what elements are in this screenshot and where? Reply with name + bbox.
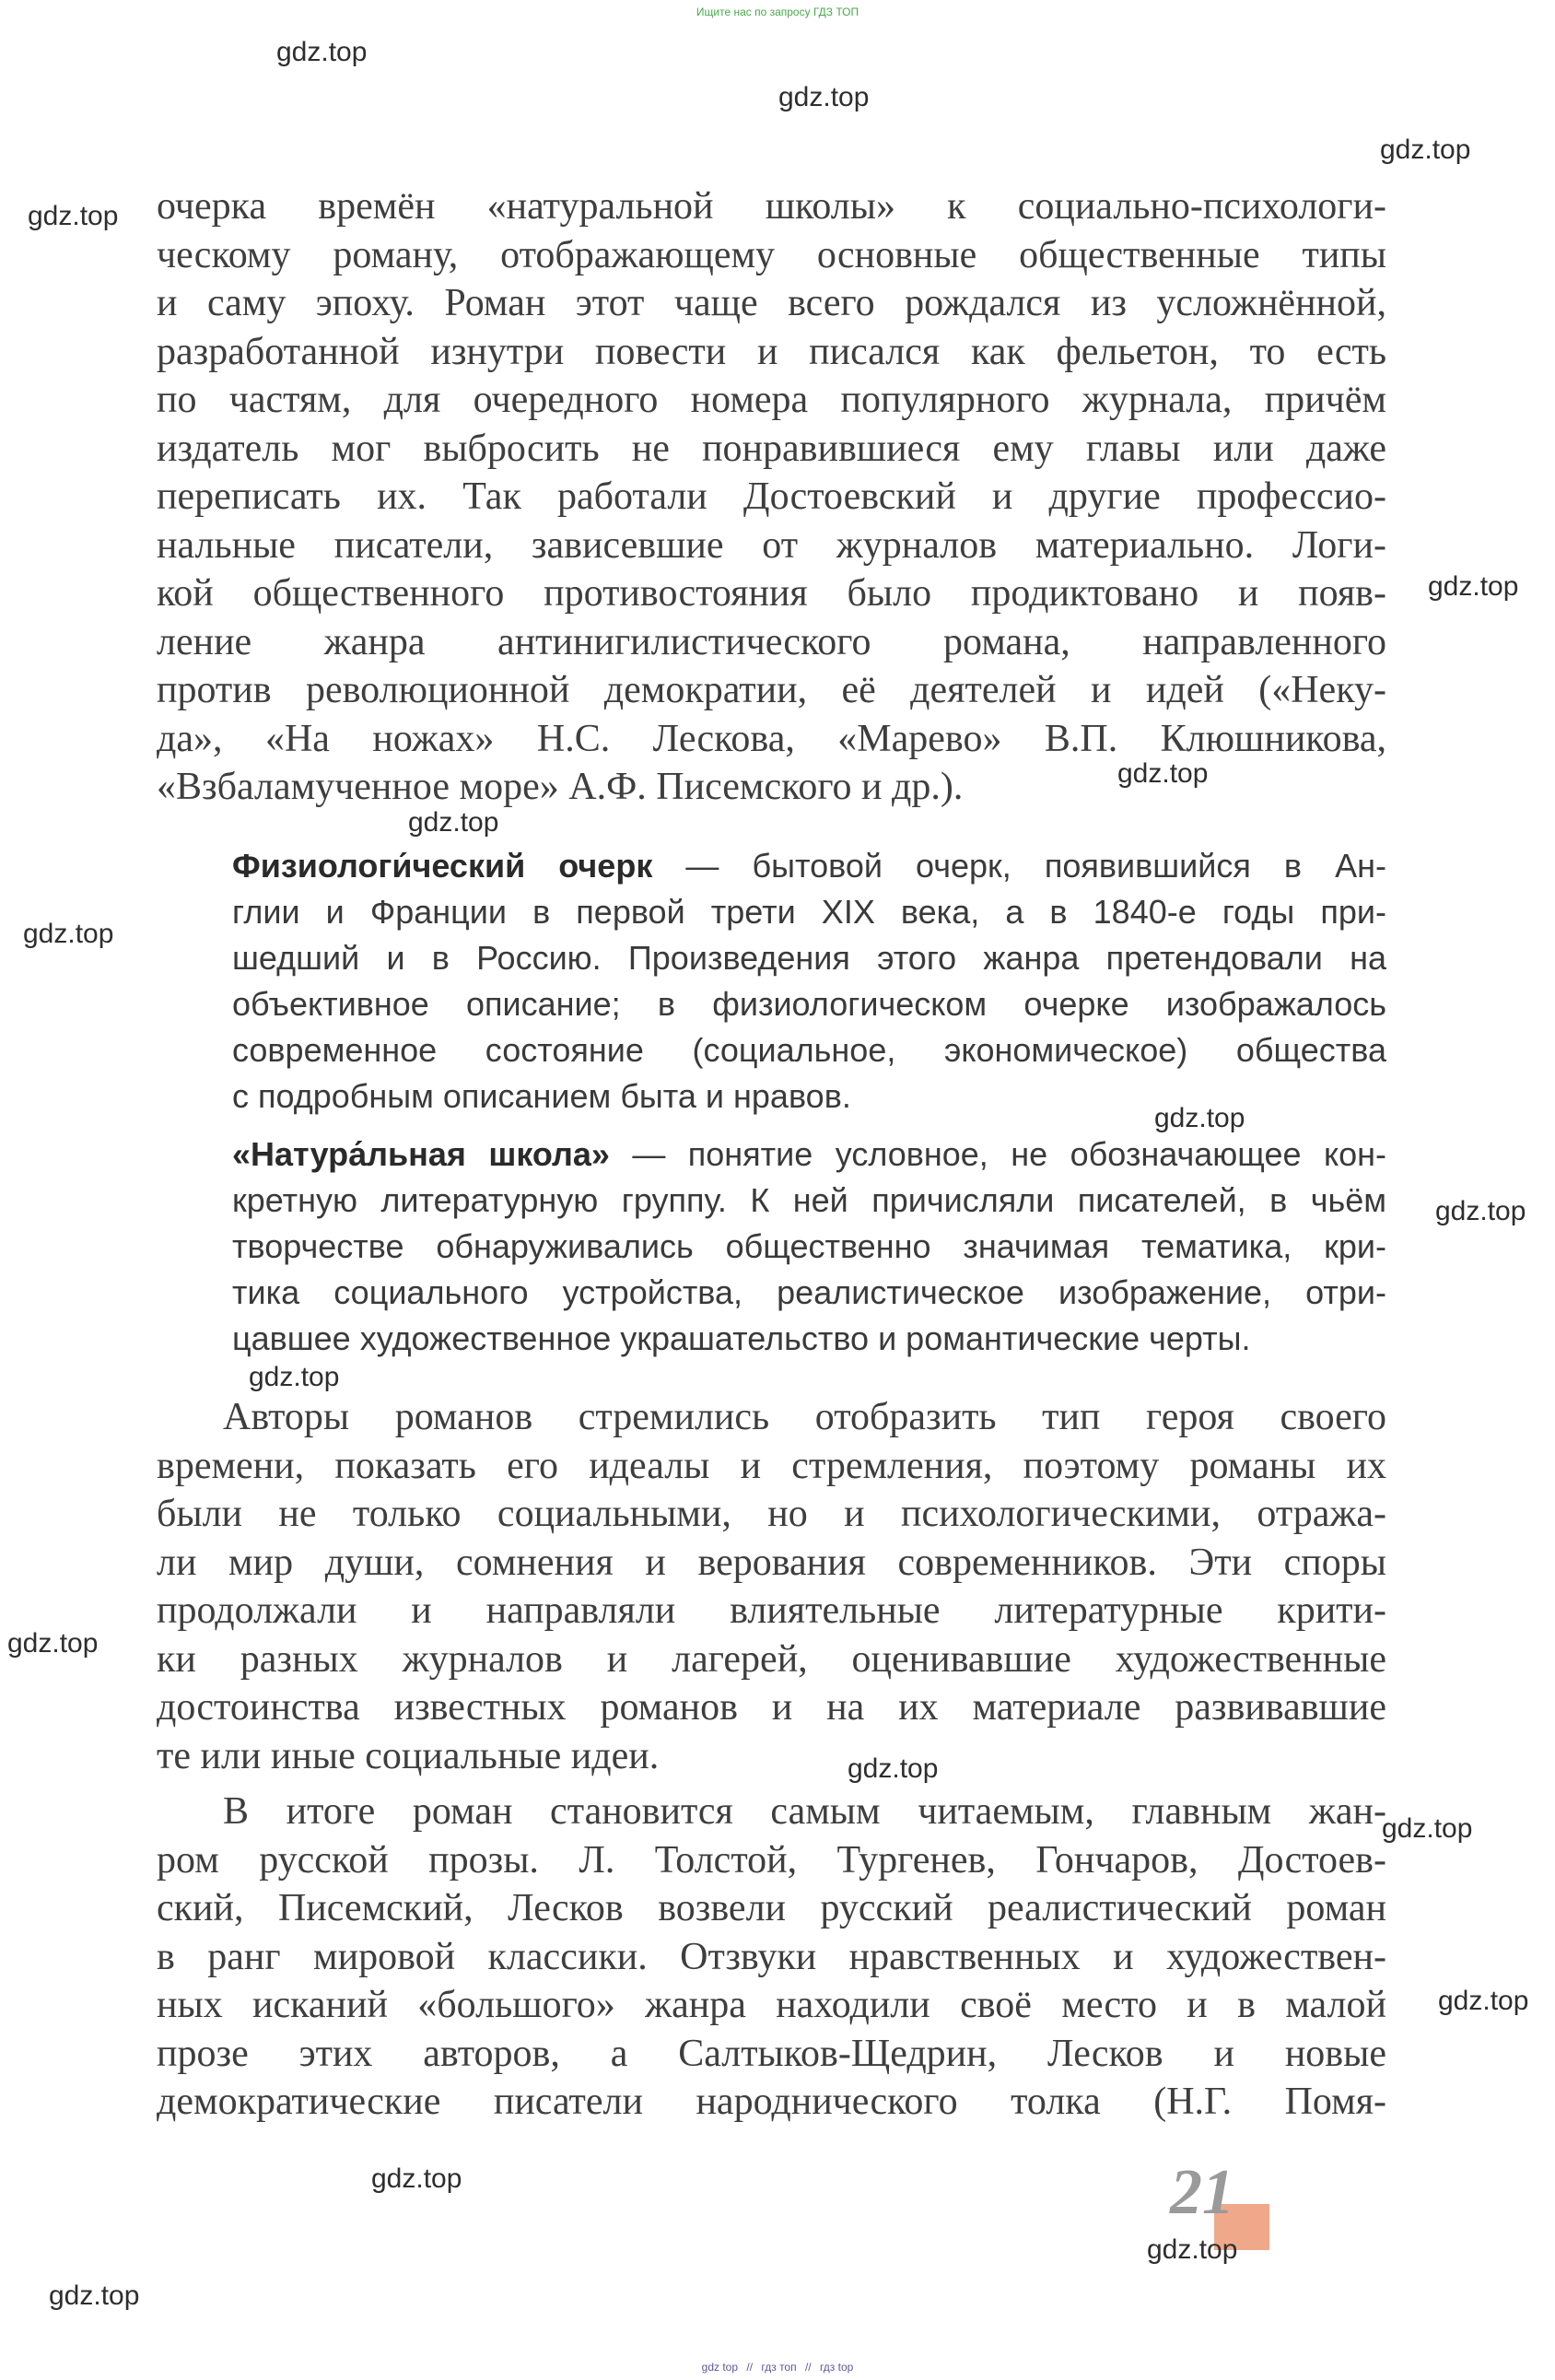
text-line: были не только социальными, но и психологическими, отража- [157,1493,1386,1535]
definition-natural-school [232,1131,1386,1362]
text-line: в ранг мировой классики. Отзвуки нравственных и художествен- [157,1935,1386,1978]
definition-text: — бытовой очерк, появившийся в Ан- [652,847,1386,885]
text-line: продолжали и направляли влиятельные литературные крити- [157,1589,1386,1632]
text-line: против революционной демократии, её деятелей и идей («Неку- [157,669,1386,711]
text-line: ление жанра антинигилистического романа, направленного [157,620,1386,663]
definition-term: «Натура́льная школа» [232,1135,610,1173]
text-line: ский, Писемский, Лесков возвели русский реалистический роман [157,1887,1386,1929]
text-line: издатель мог выбросить не понравившиеся ему главы или даже [157,427,1386,470]
text-line: ром русской прозы. Л. Толстой, Тургенев, Гончаров, Достоев- [157,1838,1386,1882]
watermark: gdz.top [276,37,368,67]
text-line: кретную литературную группу. К ней причисляли писателей, в чьём [232,1181,1386,1219]
watermark: gdz.top [23,919,114,949]
paragraph-2 [157,1393,1386,1780]
text-line: ки разных журналов и лагерей, оценивавшие художественные [157,1637,1386,1681]
footer-separator: // [804,2361,812,2374]
text-line: демократические писатели народнического толка (Н.Г. Помя- [157,2081,1386,2123]
watermark: gdz.top [1382,1813,1473,1844]
top-banner[interactable]: Ищите нас по запросу ГДЗ ТОП [696,6,859,18]
watermark: gdz.top [1380,135,1471,165]
text-line: очерка времён «натуральной школы» к социально-психологи- [157,185,1386,228]
footer-link[interactable]: gdz top [701,2361,739,2374]
paragraph-1 [157,182,1386,812]
paragraph-3 [157,1788,1386,2127]
text-line: шедший и в Россию. Произведения этого жанра претендовали на [232,939,1386,977]
watermark: gdz.top [1428,571,1519,602]
text-line: глии и Франции в первой трети XIX века, а в 1840-е годы при- [232,893,1386,931]
footer-link[interactable]: гдз top [819,2361,854,2374]
watermark: gdz.top [28,201,119,231]
text-line: объективное описание; в физиологическом очерке изображалось [232,985,1386,1023]
footer-links [0,2361,1555,2374]
watermark: gdz.top [249,1362,340,1392]
watermark: gdz.top [1154,1103,1245,1133]
definition-term: Физиологи́ческий очерк [232,847,653,885]
text-line: времени, показать его идеалы и стремления, поэтому романы их [157,1444,1386,1487]
text-line: кой общественного противостояния было продиктовано и появ- [157,572,1386,615]
text-line [232,843,1386,889]
watermark: gdz.top [1435,1196,1526,1226]
watermark: gdz.top [371,2163,462,2194]
text-line: переписать их. Так работали Достоевский и другие профессио- [157,475,1386,518]
text-line: ли мир души, сомнения и верования современников. Эти споры [157,1541,1386,1584]
definition-text: — понятие условное, не обозначающее кон- [609,1135,1386,1173]
text-line: ческому роману, отображающему основные общественные типы [157,233,1386,276]
text-line: тика социального устройства, реалистическое изображение, отри- [232,1273,1386,1311]
text-line: нальные писатели, зависевшие от журналов материально. Логи- [157,523,1386,567]
text-line: и саму эпоху. Роман этот чаще всего рождался из усложнённой, [157,282,1386,324]
watermark: gdz.top [49,2280,140,2311]
text-line: ных исканий «большого» жанра находили своё место и в малой [157,1984,1386,2026]
watermark: gdz.top [7,1628,99,1659]
text-line: разработанной изнутри повести и писался как фельетон, то есть [157,330,1386,373]
text-line: те или иные социальные идеи. [157,1734,660,1777]
text-line: В итоге роман становится самым читаемым, главным жан- [223,1790,1386,1833]
footer-separator: // [746,2361,754,2374]
watermark: gdz.top [1147,2234,1238,2265]
text-line: с подробным описанием быта и нравов. [232,1077,851,1115]
text-line: по частям, для очередного номера популярного журнала, причём [157,379,1386,421]
definition-physiological-sketch [232,843,1386,1120]
text-line: прозе этих авторов, а Салтыков-Щедрин, Лесков и новые [157,2032,1386,2075]
watermark: gdz.top [1117,758,1209,789]
text-line: «Взбаламученное море» А.Ф. Писемского и др.). [157,766,964,808]
text-line: достоинства известных романов и на их материале развивавшие [157,1686,1386,1729]
text-line: Авторы романов стремились отобразить тип героя своего [223,1396,1386,1438]
watermark: gdz.top [848,1753,939,1784]
text-line [232,1131,1386,1178]
watermark: gdz.top [408,807,499,838]
text-line: творчестве обнаруживались общественно значимая тематика, кри- [232,1227,1386,1265]
page-number: 21 [1170,2157,1234,2228]
text-line: современное состояние (социальное, экономическое) общества [232,1031,1386,1069]
footer-link[interactable]: гдз топ [761,2361,797,2374]
watermark: gdz.top [1438,1986,1529,2016]
watermark: gdz.top [778,82,870,112]
text-line: да», «На ножах» Н.С. Лескова, «Марево» В.П. Клюшникова, [157,717,1386,760]
text-line: цавшее художественное украшательство и романтические черты. [232,1319,1251,1357]
